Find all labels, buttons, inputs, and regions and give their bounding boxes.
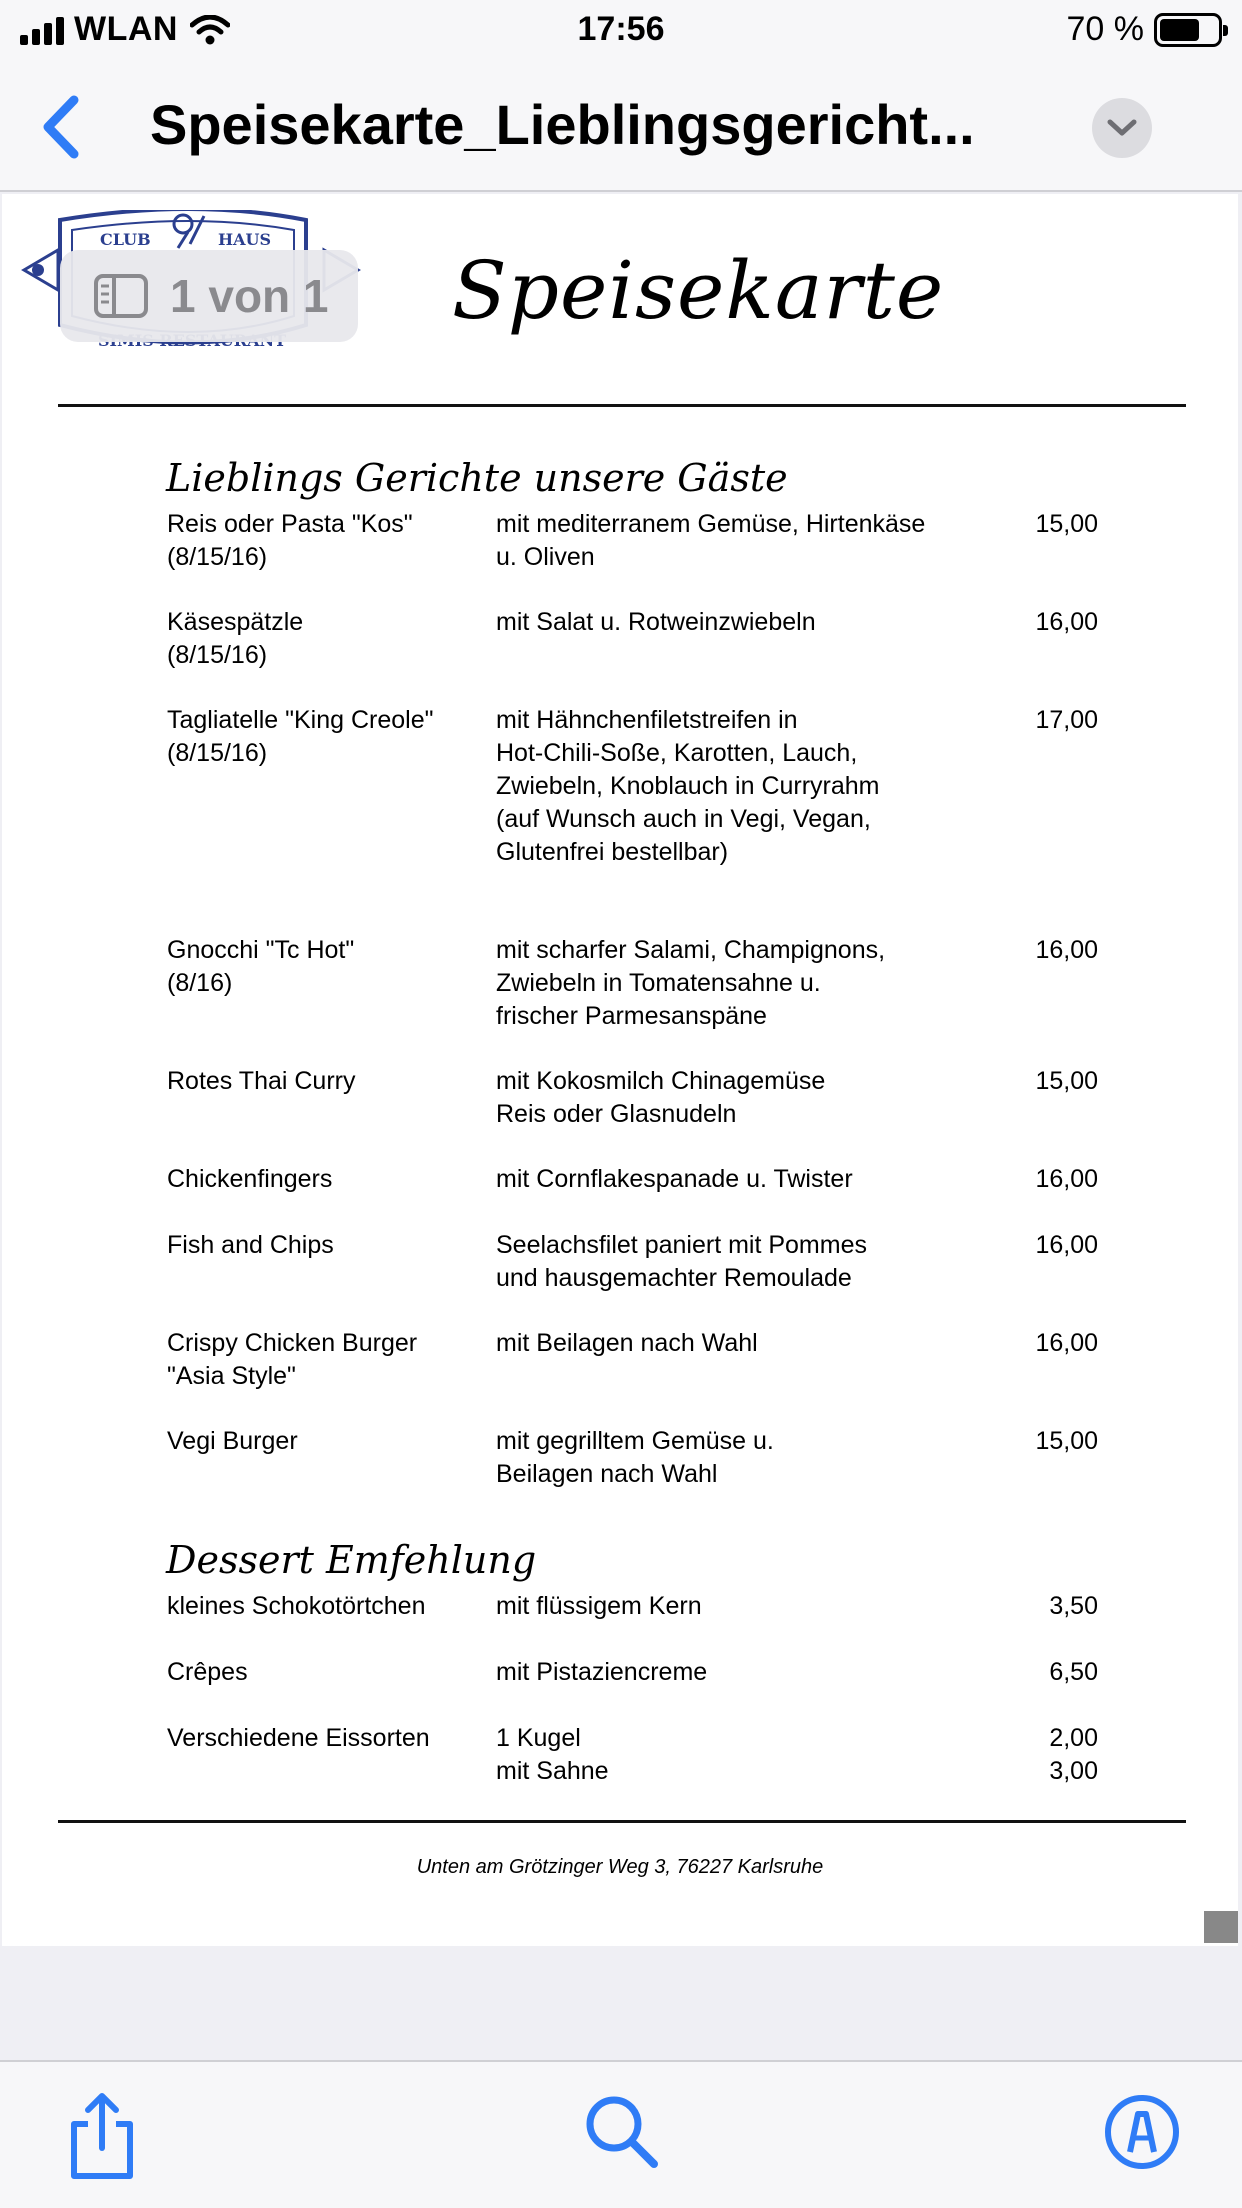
footer-divider xyxy=(58,1820,1186,1823)
menu-item-name: Tagliatelle "King Creole" (8/15/16) xyxy=(167,706,434,767)
menu-item-desc: mit Hähnchenfiletstreifen in Hot-Chili-Soße, Karotten, Lauch, Zwiebeln, Knoblauch in Curryrahm (auf Wunsch auch in Vegi, Vegan, Glutenfrei bestellbar) xyxy=(496,706,880,866)
menu-item-name: kleines Schokotörtchen xyxy=(167,1592,426,1620)
menu-item-price: 17,00 xyxy=(1035,706,1098,734)
bottom-toolbar xyxy=(0,2060,1242,2208)
title-menu-button[interactable] xyxy=(1092,98,1152,158)
menu-item-desc: mit Beilagen nach Wahl xyxy=(496,1329,758,1357)
chevron-down-icon xyxy=(1105,117,1139,139)
menu-item-price: 6,50 xyxy=(1049,1658,1098,1686)
menu-item-desc: mit mediterranem Gemüse, Hirtenkäse u. Oliven xyxy=(496,510,926,571)
menu-item-price: 16,00 xyxy=(1035,1165,1098,1193)
share-icon xyxy=(62,2092,142,2182)
menu-item-name: Rotes Thai Curry xyxy=(167,1067,356,1095)
menu-item-price: 16,00 xyxy=(1035,1329,1098,1357)
menu-item-name: Fish and Chips xyxy=(167,1231,334,1259)
chevron-left-icon xyxy=(34,92,94,162)
status-bar xyxy=(0,0,1242,62)
menu-item-desc: mit scharfer Salami, Champignons, Zwiebeln in Tomatensahne u. frischer Parmesanspäne xyxy=(496,936,886,1030)
page-counter-overlay[interactable] xyxy=(60,250,358,342)
search-icon xyxy=(582,2092,662,2172)
menu-item-name: Chickenfingers xyxy=(167,1165,333,1193)
markup-pen-icon xyxy=(1102,2092,1182,2172)
favorites-section-title: Lieblings Gerichte unsere Gäste xyxy=(166,456,788,500)
menu-item-price: 16,00 xyxy=(1035,608,1098,636)
menu-item-price: 15,00 xyxy=(1035,1427,1098,1455)
battery-icon xyxy=(1154,13,1222,47)
menu-item-name: Gnocchi "Tc Hot" (8/16) xyxy=(167,936,355,997)
menu-item-name: Verschiedene Eissorten xyxy=(167,1724,430,1752)
menu-item-price: 16,00 xyxy=(1035,1231,1098,1259)
menu-item-desc: Seelachsfilet paniert mit Pommes und hausgemachter Remoulade xyxy=(496,1231,867,1292)
battery-fill xyxy=(1160,19,1199,41)
menu-item-desc: mit Salat u. Rotweinzwiebeln xyxy=(496,608,816,636)
status-right xyxy=(1067,10,1223,49)
page-counter-text: 1 von 1 xyxy=(170,270,329,322)
menu-item-price: 3,50 xyxy=(1049,1592,1098,1620)
menu-item-desc: mit Pistaziencreme xyxy=(496,1658,708,1686)
menu-item-price: 16,00 xyxy=(1035,936,1098,964)
document-page xyxy=(2,194,1238,1946)
menu-item-name: Crêpes xyxy=(167,1658,248,1686)
menu-item-desc: mit Cornflakespanade u. Twister xyxy=(496,1165,853,1193)
header-divider xyxy=(58,404,1186,407)
watermark-badge xyxy=(1204,1911,1238,1943)
menu-item-desc: mit gegrilltem Gemüse u. Beilagen nach Wahl xyxy=(496,1427,774,1488)
battery-percent: 70 % xyxy=(1066,10,1144,48)
nav-bar xyxy=(0,62,1242,192)
menu-title: Speisekarte xyxy=(452,244,945,337)
share-button[interactable] xyxy=(62,2092,142,2172)
menu-item-name: Reis oder Pasta "Kos" (8/15/16) xyxy=(167,510,413,571)
menu-item-desc: mit Kokosmilch Chinagemüse Reis oder Glasnudeln xyxy=(496,1067,826,1128)
menu-item-name: Käsespätzle (8/15/16) xyxy=(167,608,304,669)
footer-address: Unten am Grötzinger Weg 3, 76227 Karlsruhe xyxy=(416,1856,824,1878)
status-time: 17:56 xyxy=(577,10,665,48)
markup-button[interactable] xyxy=(1102,2092,1182,2172)
menu-item-desc: mit flüssigem Kern xyxy=(496,1592,702,1620)
logo-text-right: HAUS xyxy=(218,230,272,249)
menu-item-price: 15,00 xyxy=(1035,510,1098,538)
sidebar-icon xyxy=(94,274,148,318)
menu-item-name: Crispy Chicken Burger "Asia Style" xyxy=(167,1329,418,1390)
logo-text-left: CLUB xyxy=(100,230,151,249)
carrier-label: WLAN xyxy=(74,10,178,48)
menu-item-name: Vegi Burger xyxy=(167,1427,298,1455)
dessert-section-title: Dessert Emfehlung xyxy=(166,1538,537,1582)
search-button[interactable] xyxy=(582,2092,662,2172)
menu-item-price: 15,00 xyxy=(1035,1067,1098,1095)
menu-item-desc: 1 Kugel mit Sahne xyxy=(496,1724,609,1785)
document-title: Speisekarte_Lieblingsgericht... xyxy=(150,93,975,156)
menu-item-price: 2,00 3,00 xyxy=(1049,1724,1098,1785)
back-button[interactable] xyxy=(34,92,94,162)
